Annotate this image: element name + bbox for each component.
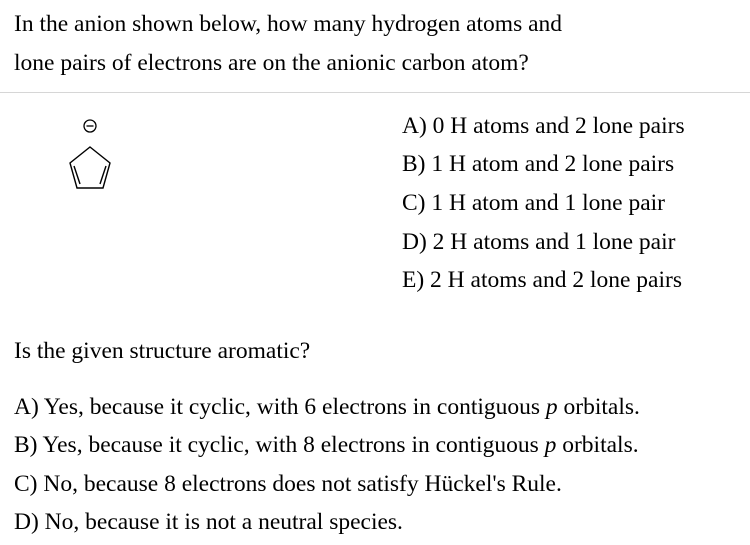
question1-text-line2: lone pairs of electrons are on the anionic carbon atom? [14,50,529,76]
q1-option-c: C) 1 H atom and 1 lone pair [402,190,666,216]
q2-option-d: D) No, because it is not a neutral species. [14,509,403,535]
q2-option-a-italic: p [545,394,558,420]
q2-option-b-text: B) Yes, because it cyclic, with 8 electrons in contiguous [14,432,545,458]
q2-option-a-text: A) Yes, because it cyclic, with 6 electrons in contiguous [14,394,546,420]
q2-option-b-end: orbitals. [556,432,639,458]
q1-option-e: E) 2 H atoms and 2 lone pairs [402,267,682,293]
q2-option-b [14,430,639,460]
cyclopentene-ring-icon [70,147,110,188]
question1-text-line1: In the anion shown below, how many hydrogen atoms and [14,11,563,37]
q2-option-c: C) No, because 8 electrons does not satisfy Hückel's Rule. [14,471,562,497]
q2-option-a-end: orbitals. [557,394,640,420]
q1-option-d: D) 2 H atoms and 1 lone pair [402,229,676,255]
q1-option-b: B) 1 H atom and 2 lone pairs [402,151,675,177]
cyclopentadienyl-anion-structure [50,110,130,200]
q1-option-a: A) 0 H atoms and 2 lone pairs [402,113,685,139]
question2-prompt: Is the given structure aromatic? [14,338,311,364]
q2-option-a [14,392,640,422]
section-divider [0,92,750,93]
negative-charge-icon [84,120,96,132]
q2-option-b-italic: p [544,432,557,458]
